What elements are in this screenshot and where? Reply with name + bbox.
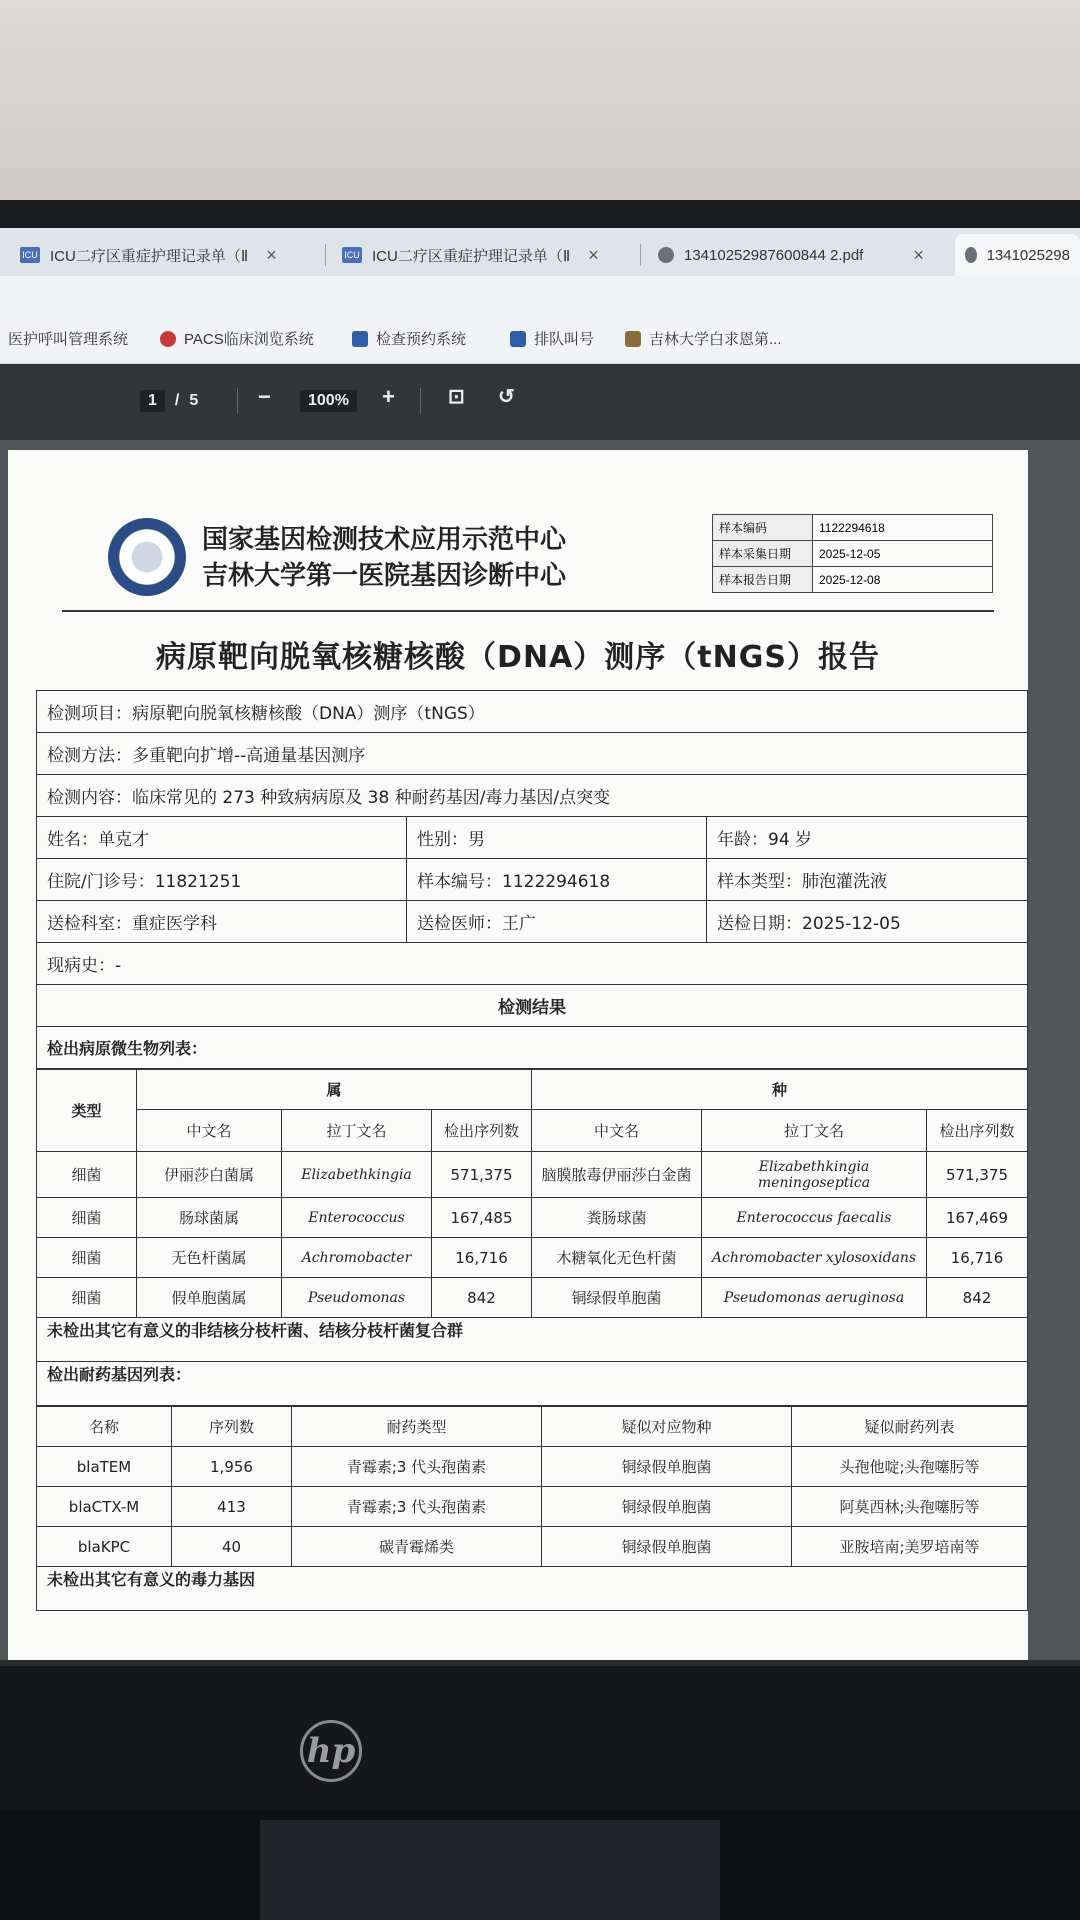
bookmark-icon — [510, 331, 526, 347]
sample-meta-table — [712, 514, 993, 593]
cell-genus-latin: Elizabethkingia — [282, 1152, 432, 1198]
image-icon — [625, 331, 641, 347]
cell-genus-latin: Achromobacter — [282, 1238, 432, 1278]
cell-reads: 413 — [172, 1487, 292, 1527]
cell-species-reads: 167,469 — [927, 1198, 1028, 1238]
cell-species-reads: 16,716 — [927, 1238, 1028, 1278]
icu-favicon-icon: ICU — [20, 247, 40, 263]
tab-label: 1341025298 — [986, 246, 1070, 264]
sample-type: 样本类型：肺泡灌洗液 — [707, 859, 1028, 901]
cell-genus-cn: 伊丽莎白菌属 — [137, 1152, 282, 1198]
table-row — [37, 1152, 1028, 1198]
patient-age: 年龄：94 岁 — [707, 817, 1028, 859]
tab-label: ICU二疗区重症护理记录单（Ⅱ — [50, 247, 249, 265]
monitor-bezel-top — [0, 200, 1080, 228]
close-icon[interactable]: × — [588, 244, 599, 265]
bookmark-pacs[interactable] — [160, 328, 314, 349]
cell-species: 铜绿假单胞菌 — [542, 1487, 792, 1527]
pathogen-note: 未检出其它有意义的非结核分枝杆菌、结核分枝杆菌复合群 — [36, 1318, 1028, 1362]
close-icon[interactable]: × — [913, 244, 924, 265]
cell-type: 碳青霉烯类 — [292, 1527, 542, 1567]
cell-gene: blaCTX-M — [37, 1487, 172, 1527]
bookmark-label: 排队叫号 — [534, 331, 595, 348]
report-header — [32, 450, 1004, 590]
bookmark-icon — [352, 331, 368, 347]
cell-gene: blaKPC — [37, 1527, 172, 1567]
hp-logo: hp — [300, 1720, 362, 1782]
tab-strip — [0, 228, 1080, 276]
inpatient-number: 住院/门诊号：11821251 — [37, 859, 407, 901]
virulence-note: 未检出其它有意义的毒力基因 — [36, 1567, 1028, 1611]
send-date: 送检日期：2025-12-05 — [707, 901, 1028, 943]
col-genus-latin: 拉丁文名 — [282, 1110, 432, 1152]
cell-species: 铜绿假单胞菌 — [542, 1447, 792, 1487]
cell-genus-latin: Pseudomonas — [282, 1278, 432, 1318]
table-row — [37, 1487, 1028, 1527]
cell-species: 铜绿假单胞菌 — [542, 1527, 792, 1567]
bookmark-label: 吉林大学白求恩第... — [649, 331, 782, 348]
cell-genus-cn: 肠球菌属 — [137, 1198, 282, 1238]
bookmark-label: 检查预约系统 — [376, 331, 467, 348]
hospital-seal-icon — [108, 518, 186, 596]
test-method: 检测方法：多重靶向扩增--高通量基因测序 — [37, 733, 1028, 775]
cell-genus-reads: 571,375 — [432, 1152, 532, 1198]
col-genus-reads: 检出序列数 — [432, 1110, 532, 1152]
tab-icu-record-2[interactable] — [332, 234, 609, 276]
department: 送检科室：重症医学科 — [37, 901, 407, 943]
bookmarks-bar — [0, 276, 1080, 364]
col-gene-name: 名称 — [37, 1407, 172, 1447]
monitor-stand — [260, 1820, 720, 1920]
meta-value: 2025-12-08 — [813, 567, 993, 593]
col-genus-cn: 中文名 — [137, 1110, 282, 1152]
page-total: 5 — [189, 392, 199, 409]
cell-genus-reads: 167,485 — [432, 1198, 532, 1238]
zoom-out-icon[interactable]: − — [258, 384, 271, 409]
test-content: 检测内容：临床常见的 273 种致病病原及 38 种耐药基因/毒力基因/点突变 — [37, 775, 1028, 817]
meta-key: 样本报告日期 — [713, 567, 813, 593]
bookmark-label: 医护呼叫管理系统 — [8, 331, 129, 348]
pathogen-heading: 检出病原微生物列表： — [37, 1027, 1028, 1069]
cell-genus-reads: 16,716 — [432, 1238, 532, 1278]
table-row — [37, 1447, 1028, 1487]
cell-reads: 40 — [172, 1527, 292, 1567]
table-row — [37, 1278, 1028, 1318]
page-indicator — [140, 390, 198, 412]
icu-favicon-icon: ICU — [342, 247, 362, 263]
close-icon[interactable]: × — [266, 244, 277, 265]
fit-page-icon[interactable]: ⊡ — [448, 386, 465, 408]
pacs-icon — [160, 331, 176, 347]
resistance-heading: 检出耐药基因列表： — [36, 1362, 1028, 1406]
toolbar-divider — [237, 388, 238, 414]
cell-drugs: 阿莫西林;头孢噻肟等 — [792, 1487, 1028, 1527]
col-reads: 序列数 — [172, 1407, 292, 1447]
cell-species-reads: 842 — [927, 1278, 1028, 1318]
zoom-level[interactable]: 100% — [300, 390, 357, 412]
report-title: 病原靶向脱氧核糖核酸（DNA）测序（tNGS）报告 — [156, 640, 880, 675]
cell-type: 青霉素;3 代头孢菌素 — [292, 1447, 542, 1487]
tab-label: 13410252987600844 2.pdf — [684, 246, 864, 264]
org-line-1: 国家基因检测技术应用示范中心 — [202, 525, 567, 555]
cell-species-cn: 木糖氧化无色杆菌 — [532, 1238, 702, 1278]
rotate-icon[interactable]: ↺ — [498, 386, 515, 408]
cell-species-latin: Elizabethkingia meningoseptica — [702, 1152, 927, 1198]
table-row — [37, 1198, 1028, 1238]
cell-genus-latin: Enterococcus — [282, 1198, 432, 1238]
doctor: 送检医师：王广 — [407, 901, 707, 943]
cell-type: 青霉素;3 代头孢菌素 — [292, 1487, 542, 1527]
cell-species-latin: Pseudomonas aeruginosa — [702, 1278, 927, 1318]
meta-value: 2025-12-05 — [813, 541, 993, 567]
bookmark-nurse-call[interactable] — [8, 328, 128, 349]
pdf-page — [8, 450, 1028, 1660]
cell-genus-cn: 无色杆菌属 — [137, 1238, 282, 1278]
cell-type: 细菌 — [37, 1238, 137, 1278]
cell-drugs: 头孢他啶;头孢噻肟等 — [792, 1447, 1028, 1487]
tab-separator — [325, 244, 326, 266]
col-species-cn: 中文名 — [532, 1110, 702, 1152]
table-row — [37, 1527, 1028, 1567]
col-drug-list: 疑似耐药列表 — [792, 1407, 1028, 1447]
cell-species-latin: Enterococcus faecalis — [702, 1198, 927, 1238]
tab-active[interactable] — [955, 234, 1080, 276]
pdf-viewer[interactable] — [0, 440, 1080, 1660]
col-species: 疑似对应物种 — [542, 1407, 792, 1447]
col-species-reads: 检出序列数 — [927, 1110, 1028, 1152]
results-heading: 检测结果 — [37, 985, 1028, 1027]
bookmark-exam-booking[interactable] — [352, 328, 466, 349]
cell-species-reads: 571,375 — [927, 1152, 1028, 1198]
cell-type: 细菌 — [37, 1278, 137, 1318]
cell-species-cn: 脑膜脓毒伊丽莎白金菌 — [532, 1152, 702, 1198]
org-line-2: 吉林大学第一医院基因诊断中心 — [202, 561, 567, 591]
header-rule — [62, 610, 994, 612]
monitor-bezel-bottom — [0, 1660, 1080, 1810]
col-genus: 属 — [137, 1070, 532, 1110]
toolbar-divider — [420, 388, 421, 414]
pdf-toolbar — [0, 364, 1080, 440]
meta-key: 样本编码 — [713, 515, 813, 541]
resistance-table — [36, 1406, 1028, 1567]
pathogen-table — [36, 1069, 1028, 1318]
cell-type: 细菌 — [37, 1198, 137, 1238]
cell-species-cn: 粪肠球菌 — [532, 1198, 702, 1238]
cell-genus-cn: 假单胞菌属 — [137, 1278, 282, 1318]
col-species-latin: 拉丁文名 — [702, 1110, 927, 1152]
medical-history: 现病史：- — [37, 943, 1028, 985]
tab-separator — [640, 244, 641, 266]
col-resistance-type: 耐药类型 — [292, 1407, 542, 1447]
table-row — [37, 1238, 1028, 1278]
cell-genus-reads: 842 — [432, 1278, 532, 1318]
cell-reads: 1,956 — [172, 1447, 292, 1487]
globe-icon — [965, 247, 977, 263]
wall-background — [0, 0, 1080, 205]
patient-sex: 性别：男 — [407, 817, 707, 859]
zoom-in-icon[interactable]: + — [382, 384, 395, 409]
tab-icu-record-1[interactable] — [10, 234, 287, 276]
page-number-input[interactable]: 1 — [140, 390, 165, 412]
patient-info-table — [36, 690, 1028, 1069]
monitor-screen — [0, 228, 1080, 1660]
bookmark-jilin-hospital[interactable] — [625, 328, 782, 349]
patient-name: 姓名：单克才 — [37, 817, 407, 859]
sample-number: 样本编号：1122294618 — [407, 859, 707, 901]
cell-species-cn: 铜绿假单胞菌 — [532, 1278, 702, 1318]
bookmark-label: PACS临床浏览系统 — [184, 331, 314, 348]
cell-type: 细菌 — [37, 1152, 137, 1198]
tab-pdf[interactable] — [648, 234, 934, 276]
col-type: 类型 — [37, 1070, 137, 1152]
meta-value: 1122294618 — [813, 515, 993, 541]
cell-species-latin: Achromobacter xylosoxidans — [702, 1238, 927, 1278]
bookmark-queue[interactable] — [510, 328, 594, 349]
globe-icon — [658, 247, 674, 263]
page-separator: / — [174, 392, 180, 409]
col-species: 种 — [532, 1070, 1028, 1110]
meta-key: 样本采集日期 — [713, 541, 813, 567]
cell-gene: blaTEM — [37, 1447, 172, 1487]
tab-label: ICU二疗区重症护理记录单（Ⅱ — [372, 247, 571, 265]
test-item: 检测项目：病原靶向脱氧核糖核酸（DNA）测序（tNGS） — [37, 691, 1028, 733]
org-names — [202, 522, 566, 594]
cell-drugs: 亚胺培南;美罗培南等 — [792, 1527, 1028, 1567]
